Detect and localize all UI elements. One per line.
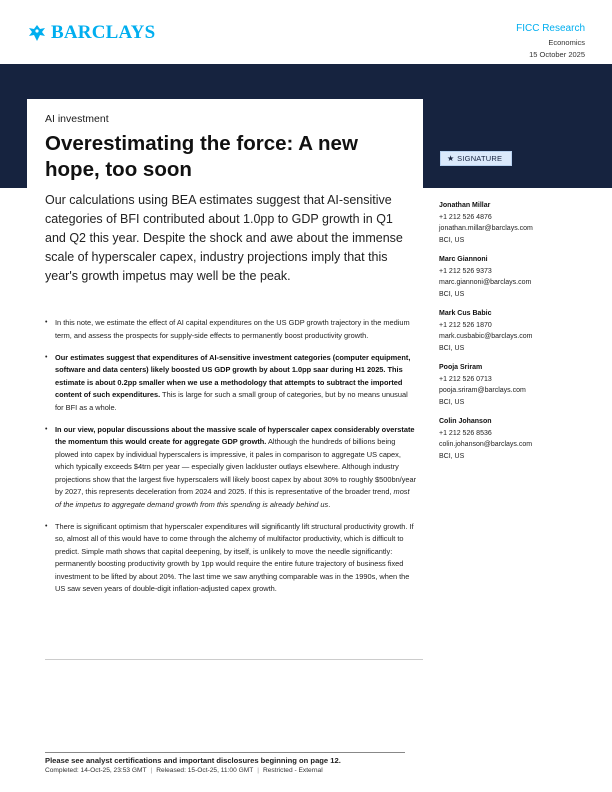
meta-separator: | xyxy=(150,767,153,774)
analyst-phone: +1 212 526 9373 xyxy=(439,267,492,275)
brand-name: BARCLAYS xyxy=(51,22,156,43)
badge-label: SIGNATURE xyxy=(457,154,503,163)
key-point-text: There is significant optimism that hyperscaler expenditures will significantly lift structural productivity growth. If so, almost all of this would have to come through the alchemy of multifactor productivity, which is difficult to predict. Simple math shows that capital deepening, by itself, is unlikely to move the needle significantly: permanently boosting productivity growth by 1pp would require the entire future trajectory of business fixed investment to be lifted by about 20%. The last time we saw anything comparable was in the 1990s, when the US saw seven years of double-digit inflation-adjusted capex growth. xyxy=(55,521,414,593)
department-label: FICC Research xyxy=(516,23,585,34)
barclays-logo[interactable] xyxy=(27,22,155,44)
analyst-entity: BCI, US xyxy=(439,236,465,244)
signature-badge[interactable] xyxy=(440,151,512,166)
analyst-name: Pooja Sriram xyxy=(439,364,483,371)
analyst-email[interactable]: mark.cusbabic@barclays.com xyxy=(439,333,533,340)
analyst-name: Colin Johanson xyxy=(439,418,492,425)
section-label: Economics xyxy=(548,38,585,47)
analyst-name: Jonathan Millar xyxy=(439,202,491,209)
analyst-phone: +1 212 526 4876 xyxy=(439,213,492,221)
analyst-name: Mark Cus Babic xyxy=(439,310,492,317)
key-point xyxy=(45,352,417,415)
released-stamp: Released: 15-Oct-25, 11:00 GMT xyxy=(156,767,254,774)
key-point-tail: . xyxy=(328,499,331,509)
analyst-email[interactable]: jonathan.millar@barclays.com xyxy=(439,225,533,232)
disclosure-notice: Please see analyst certifications and important disclosures beginning on page 12. xyxy=(45,756,341,765)
analyst-list xyxy=(439,200,589,470)
key-point xyxy=(45,317,417,342)
analyst-entity: BCI, US xyxy=(439,398,465,406)
analyst-card xyxy=(439,254,589,300)
key-point-bold: Our estimates suggest that expenditures of AI-sensitive investment categories (computer equipment, software and data centers) likely boosted US GDP growth by about 1.0pp saar during H1 2025. This estimate is about 0.2pp smaller when we use a methodology that attempts to subtract the imported content of such expenditures. xyxy=(55,352,411,399)
content-divider xyxy=(45,659,423,660)
meta-separator: | xyxy=(257,767,259,774)
key-point-italic: most of the impetus to aggregate demand growth from this spending is already behind us xyxy=(55,487,410,509)
key-point xyxy=(45,521,417,596)
page-footer xyxy=(45,752,405,774)
analyst-name: Marc Giannoni xyxy=(439,256,488,263)
analyst-entity: BCI, US xyxy=(439,344,465,352)
analyst-email[interactable]: pooja.sriram@barclays.com xyxy=(439,387,526,394)
analyst-card xyxy=(439,416,589,462)
release-meta xyxy=(45,767,405,774)
analyst-phone: +1 212 526 0713 xyxy=(439,375,492,383)
analyst-card xyxy=(439,362,589,408)
key-points-list xyxy=(45,317,417,605)
analyst-email[interactable]: colin.johanson@barclays.com xyxy=(439,441,533,448)
key-point-text: Although the hundreds of billions being plowed into capex by individual hyperscalers is impressive, it pales in comparison to aggregate US capex, which typically exceeds $4trn per year — especially given lackluster outlays elsewhere. Although industry projections show that the largest five hyperscalers will likely boost capex by about 30% to roughly $500bn/year by 2027, this represents deceleration from 2024 and 2025. If this is representative of the broader trend, xyxy=(55,437,417,496)
report-header xyxy=(516,23,585,59)
article-lead: Our calculations using BEA estimates suggest that AI-sensitive categories of BFI contributed about 1.0pp to GDP growth in Q1 and Q2 this year. Despite the shock and awe about the immense scale of hyperscaler capex, industry projections imply that this year's growth impetus may well be the peak. xyxy=(45,193,403,283)
report-date: 15 October 2025 xyxy=(529,50,585,59)
analyst-card xyxy=(439,200,589,246)
article-panel xyxy=(27,99,423,660)
key-point-text: In this note, we estimate the effect of AI capital expenditures on the US GDP growth trajectory in the medium term, and assess the prospects for supply-side effects to permanently boost productivity growth. xyxy=(55,318,410,340)
analyst-card xyxy=(439,308,589,354)
analyst-email[interactable]: marc.giannoni@barclays.com xyxy=(439,279,532,286)
article-title: Overestimating the force: A new hope, too soon xyxy=(45,132,358,181)
analyst-entity: BCI, US xyxy=(439,290,465,298)
key-point xyxy=(45,424,417,512)
completed-stamp: Completed: 14-Oct-25, 23:53 GMT xyxy=(45,767,147,774)
key-point-bold: In our view, popular discussions about the massive scale of hyperscaler capex considerably overstate the momentum this would create for aggregate GDP growth. xyxy=(55,424,415,446)
article-category: AI investment xyxy=(45,113,109,125)
analyst-phone: +1 212 526 8536 xyxy=(439,429,492,437)
eagle-icon xyxy=(27,23,47,43)
analyst-entity: BCI, US xyxy=(439,452,465,460)
classification-label: Restricted - External xyxy=(262,767,323,774)
key-point-text: This is large for such a small group of categories, but by no means unusual for BFI as a whole. xyxy=(55,390,408,412)
star-icon: ★ xyxy=(447,153,455,163)
analyst-phone: +1 212 526 1870 xyxy=(439,321,492,329)
